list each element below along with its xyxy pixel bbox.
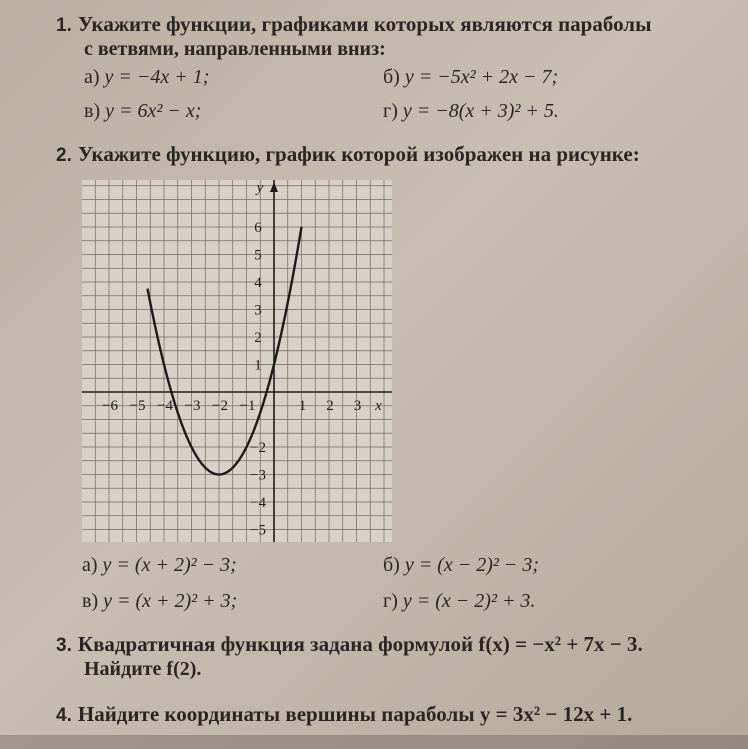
task1-text: Укажите функции, графиками которых являются параболы bbox=[77, 12, 652, 36]
parabola-graph bbox=[82, 180, 392, 542]
option-formula: y = 6x² − x; bbox=[105, 100, 202, 122]
task3-question-line1 bbox=[56, 632, 643, 657]
y-tick-label: −5 bbox=[250, 522, 266, 539]
task2-option-a bbox=[82, 554, 237, 577]
option-label: г) bbox=[383, 100, 398, 122]
y-tick-label: 5 bbox=[254, 247, 262, 264]
y-tick-label: 2 bbox=[254, 330, 262, 346]
task1-number: 1. bbox=[56, 15, 72, 36]
x-tick-label: 2 bbox=[326, 398, 334, 414]
task1-question-line1 bbox=[56, 12, 651, 37]
option-label: г) bbox=[383, 590, 398, 612]
task2-text: Укажите функцию, график которой изображен на рисунке: bbox=[77, 142, 640, 166]
x-tick-label: −1 bbox=[239, 398, 256, 414]
option-label: а) bbox=[82, 554, 98, 576]
x-tick-label: −2 bbox=[212, 398, 228, 414]
y-tick-label: −4 bbox=[250, 495, 266, 511]
option-label: в) bbox=[84, 100, 101, 122]
option-label: б) bbox=[383, 66, 400, 88]
task1-option-v bbox=[84, 100, 201, 123]
option-formula: y = (x + 2)² + 3; bbox=[103, 590, 238, 612]
x-tick-label: 3 bbox=[353, 398, 362, 414]
y-axis-label: y bbox=[256, 180, 264, 196]
x-tick-label: 1 bbox=[298, 398, 307, 414]
task2-option-v bbox=[82, 590, 237, 613]
task1-question-line2: с ветвями, направленными вниз: bbox=[84, 38, 386, 60]
option-formula: y = −4x + 1; bbox=[104, 66, 210, 88]
y-tick-label: 3 bbox=[254, 302, 262, 319]
task1-option-b bbox=[383, 66, 558, 89]
y-tick-label: −2 bbox=[250, 440, 266, 456]
option-formula: y = −5x² + 2x − 7; bbox=[404, 66, 559, 88]
task4-text: Найдите координаты вершины параболы y = 3x² − 12x + 1. bbox=[77, 702, 633, 726]
graph-background bbox=[82, 180, 392, 542]
option-formula: y = (x + 2)² − 3; bbox=[102, 554, 237, 576]
option-formula: y = (x − 2)² + 3. bbox=[402, 590, 536, 612]
option-formula: y = −8(x + 3)² + 5. bbox=[402, 100, 559, 122]
next-task-cutoff bbox=[0, 735, 748, 749]
x-tick-label: −4 bbox=[157, 398, 173, 414]
option-label: б) bbox=[383, 554, 400, 576]
y-tick-label: 6 bbox=[254, 220, 262, 236]
x-tick-label: −3 bbox=[184, 398, 201, 414]
y-tick-label: 1 bbox=[254, 357, 262, 374]
option-label: в) bbox=[82, 590, 99, 612]
task4-number: 4. bbox=[56, 705, 72, 726]
y-tick-label: 4 bbox=[254, 275, 262, 291]
task2-option-g bbox=[383, 590, 535, 613]
option-formula: y = (x − 2)² − 3; bbox=[404, 554, 540, 576]
y-tick-label: −3 bbox=[250, 467, 266, 484]
task1-option-g bbox=[383, 100, 559, 123]
x-tick-label: −6 bbox=[102, 398, 118, 414]
task3-question-line2: Найдите f(2). bbox=[84, 658, 202, 680]
task1-option-a bbox=[84, 66, 209, 89]
task3-number: 3. bbox=[56, 635, 72, 656]
x-axis-label: x bbox=[375, 398, 382, 414]
option-label: а) bbox=[84, 66, 100, 88]
task2-question bbox=[56, 142, 640, 167]
task2-number: 2. bbox=[56, 145, 72, 166]
task3-text: Квадратичная функция задана формулой f(x) = −x² + 7x − 3. bbox=[77, 632, 643, 656]
task4-question bbox=[56, 702, 632, 727]
x-tick-label: −5 bbox=[129, 398, 146, 414]
task2-option-b bbox=[383, 554, 539, 577]
